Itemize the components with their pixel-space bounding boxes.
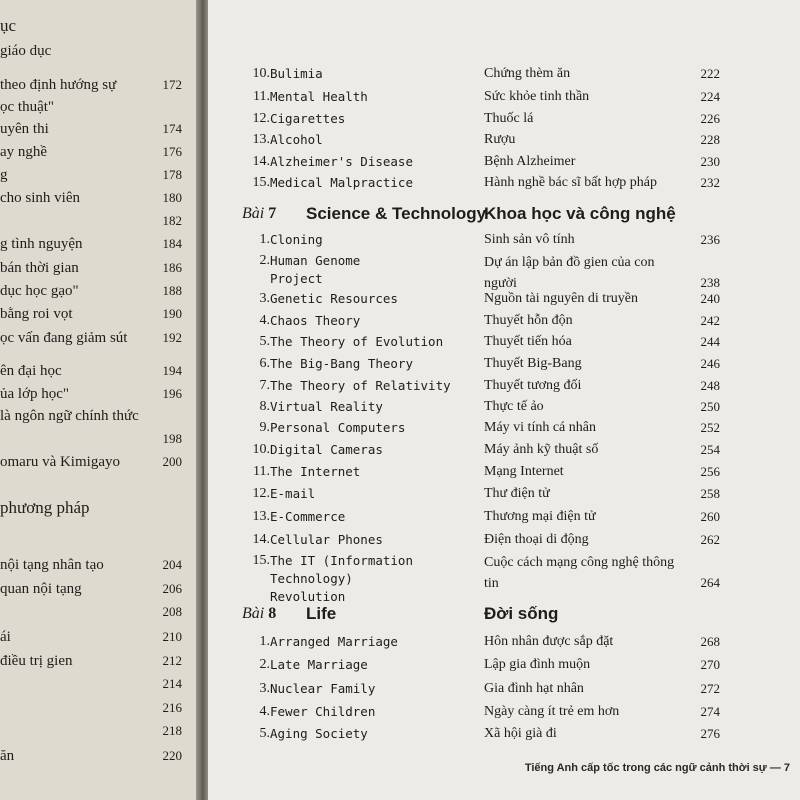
toc-row bbox=[208, 508, 800, 530]
toc-number: 3. bbox=[259, 681, 270, 696]
toc-page-number: 270 bbox=[700, 657, 720, 672]
toc-english-title: Nuclear Family bbox=[270, 681, 376, 696]
left-toc-page: 184 bbox=[162, 236, 182, 251]
left-toc-row bbox=[0, 187, 200, 209]
left-toc-text: giáo dục bbox=[0, 43, 52, 59]
left-toc-row bbox=[0, 601, 200, 623]
toc-english-title: Arranged Marriage bbox=[270, 634, 398, 649]
left-toc-row bbox=[0, 405, 200, 427]
toc-english-title: E-mail bbox=[270, 486, 316, 501]
toc-row bbox=[208, 633, 800, 655]
toc-number: 1. bbox=[259, 232, 270, 247]
toc-row bbox=[208, 463, 800, 485]
toc-number: 10. bbox=[252, 66, 270, 81]
toc-number: 7. bbox=[259, 378, 270, 393]
toc-english-title: Chaos Theory bbox=[270, 313, 361, 328]
toc-row bbox=[208, 231, 800, 253]
toc-vietnamese-title: Máy vi tính cá nhân bbox=[484, 420, 596, 435]
toc-english-title: Human Genome Project bbox=[270, 253, 361, 286]
toc-english-title: Fewer Children bbox=[270, 704, 376, 719]
toc-number: 1. bbox=[259, 634, 270, 649]
toc-vietnamese-title: Thương mại điện tử bbox=[484, 509, 596, 524]
left-toc-page: 176 bbox=[162, 144, 182, 159]
left-toc-text: ái bbox=[0, 629, 11, 645]
toc-english-title: Cellular Phones bbox=[270, 532, 383, 547]
toc-number: 5. bbox=[259, 334, 270, 349]
left-toc-text: điều trị gien bbox=[0, 653, 73, 669]
toc-number: 13. bbox=[252, 509, 270, 524]
toc-english-title: The Theory of Evolution bbox=[270, 334, 444, 349]
left-toc-text: omaru và Kimigayo bbox=[0, 454, 120, 470]
toc-vietnamese-title: Thuyết hỗn độn bbox=[484, 313, 573, 328]
toc-page-number: 226 bbox=[700, 111, 720, 126]
left-toc-text: ay nghề bbox=[0, 144, 48, 160]
toc-vietnamese-title: Hôn nhân được sắp đặt bbox=[484, 634, 614, 649]
toc-row bbox=[208, 377, 800, 399]
toc-number: 14. bbox=[252, 154, 270, 169]
toc-number: 15. bbox=[252, 553, 270, 568]
toc-page-number: 232 bbox=[700, 175, 720, 190]
toc-page-number: 274 bbox=[700, 704, 720, 719]
toc-english-title: The Big-Bang Theory bbox=[270, 356, 413, 371]
toc-english-title: Cloning bbox=[270, 232, 323, 247]
left-toc-text: quan nội tạng bbox=[0, 581, 82, 597]
lesson7-label: Bài 7 bbox=[242, 205, 277, 222]
toc-row bbox=[208, 131, 800, 153]
toc-row bbox=[208, 680, 800, 702]
toc-english-title: Personal Computers bbox=[270, 420, 406, 435]
toc-vietnamese-title: Sức khỏe tinh thần bbox=[484, 89, 590, 104]
toc-vietnamese-title: Chứng thèm ăn bbox=[484, 66, 571, 81]
left-toc-text: g tình nguyện bbox=[0, 236, 83, 252]
toc-row bbox=[208, 110, 800, 132]
left-top-heading: ục bbox=[0, 16, 17, 35]
toc-number: 14. bbox=[252, 532, 270, 547]
toc-vietnamese-title: Ngày càng ít trẻ em hơn bbox=[484, 704, 620, 719]
toc-page-number: 258 bbox=[700, 486, 720, 501]
toc-vietnamese-title: Điện thoại di động bbox=[484, 532, 589, 547]
toc-english-title: Mental Health bbox=[270, 89, 368, 104]
left-toc-text: là ngôn ngữ chính thức bbox=[0, 408, 139, 424]
left-toc-text: ên đại học bbox=[0, 363, 62, 379]
toc-vietnamese-title: Thuyết tiến hóa bbox=[484, 334, 572, 349]
toc-number: 13. bbox=[252, 132, 270, 147]
toc-row bbox=[208, 441, 800, 463]
left-toc-row bbox=[0, 327, 200, 349]
toc-english-title: The Theory of Relativity bbox=[270, 378, 451, 393]
toc-number: 8. bbox=[259, 399, 270, 414]
toc-english-title: The IT (Information Technology) Revolution bbox=[270, 553, 413, 604]
toc-vietnamese-title: Gia đình hạt nhân bbox=[484, 681, 584, 696]
left-toc-page: 178 bbox=[162, 167, 182, 182]
toc-number: 2. bbox=[259, 253, 270, 268]
left-toc-text: ủa lớp học" bbox=[0, 386, 70, 402]
left-page bbox=[0, 0, 200, 800]
left-toc-row bbox=[0, 720, 200, 742]
left-toc-page: 172 bbox=[162, 77, 182, 92]
toc-number: 12. bbox=[252, 111, 270, 126]
toc-page-number: 244 bbox=[700, 334, 720, 349]
toc-page-number: 224 bbox=[700, 89, 720, 104]
toc-page-number: 222 bbox=[700, 66, 720, 81]
lesson7-title-en: Science & Technology bbox=[306, 204, 487, 223]
toc-page-number: 276 bbox=[700, 726, 720, 741]
page-footer: Tiếng Anh cấp tốc trong các ngữ cảnh thời sự — 7 bbox=[524, 762, 790, 774]
left-toc-row bbox=[0, 554, 200, 576]
left-toc-page: 204 bbox=[162, 557, 182, 572]
toc-number: 5. bbox=[259, 726, 270, 741]
toc-page-number: 254 bbox=[700, 442, 720, 457]
left-toc-page: 174 bbox=[162, 121, 182, 136]
left-toc-row bbox=[0, 451, 200, 473]
toc-vietnamese-title: Thực tế ảo bbox=[484, 399, 544, 414]
toc-vietnamese-title: Bệnh Alzheimer bbox=[484, 154, 576, 169]
left-toc-row bbox=[0, 210, 200, 232]
toc-row bbox=[208, 531, 800, 553]
lesson7-header bbox=[208, 201, 800, 227]
toc-number: 11. bbox=[253, 464, 270, 479]
toc-page-number: 238 bbox=[700, 275, 720, 290]
left-toc-text: bằng roi vọt bbox=[0, 306, 73, 322]
left-toc-row bbox=[0, 280, 200, 302]
toc-english-title: Late Marriage bbox=[270, 657, 368, 672]
left-toc-text: bán thời gian bbox=[0, 260, 79, 276]
toc-vietnamese-title: Thuốc lá bbox=[484, 111, 534, 126]
left-toc-page: 218 bbox=[162, 723, 182, 738]
lesson7-title-vi: Khoa học và công nghệ bbox=[484, 204, 676, 223]
toc-vietnamese-title: Dự án lập bản đồ gien của con người bbox=[484, 255, 655, 291]
lesson8-header bbox=[208, 601, 800, 627]
toc-page-number: 272 bbox=[700, 681, 720, 696]
toc-number: 4. bbox=[259, 313, 270, 328]
left-toc-page: 206 bbox=[162, 581, 182, 596]
right-page bbox=[208, 0, 800, 800]
toc-row bbox=[208, 88, 800, 110]
toc-page-number: 256 bbox=[700, 464, 720, 479]
toc-number: 6. bbox=[259, 356, 270, 371]
toc-vietnamese-title: Hành nghề bác sĩ bất hợp pháp bbox=[484, 175, 658, 190]
left-section-heading: phương pháp bbox=[0, 498, 90, 517]
left-toc-page: 182 bbox=[162, 213, 182, 228]
left-toc-page: 208 bbox=[162, 604, 182, 619]
left-toc-row bbox=[0, 303, 200, 325]
toc-english-title: Virtual Reality bbox=[270, 399, 383, 414]
toc-row bbox=[208, 419, 800, 441]
toc-page-number: 242 bbox=[700, 313, 720, 328]
left-toc-page: 200 bbox=[162, 454, 182, 469]
left-toc-page: 188 bbox=[162, 283, 182, 298]
toc-vietnamese-title: Rượu bbox=[484, 132, 516, 147]
toc-row bbox=[208, 290, 800, 312]
toc-row bbox=[208, 398, 800, 420]
toc-english-title: Alzheimer's Disease bbox=[270, 154, 413, 169]
toc-page-number: 264 bbox=[700, 575, 720, 590]
toc-number: 4. bbox=[259, 704, 270, 719]
toc-row bbox=[208, 312, 800, 334]
left-toc-row bbox=[0, 650, 200, 672]
left-toc-row bbox=[0, 360, 200, 382]
toc-vietnamese-title: Máy ảnh kỹ thuật số bbox=[484, 442, 599, 457]
toc-english-title: Cigarettes bbox=[270, 111, 346, 126]
toc-number: 12. bbox=[252, 486, 270, 501]
toc-vietnamese-title: Cuộc cách mạng công nghệ thông tin bbox=[484, 555, 675, 591]
left-toc-page: 180 bbox=[162, 190, 182, 205]
lesson8-title-vi: Đời sống bbox=[484, 604, 559, 623]
toc-page-number: 250 bbox=[700, 399, 720, 414]
toc-row bbox=[208, 252, 800, 291]
toc-page-number: 228 bbox=[700, 132, 720, 147]
toc-page-number: 262 bbox=[700, 532, 720, 547]
toc-english-title: Genetic Resources bbox=[270, 291, 398, 306]
toc-english-title: The Internet bbox=[270, 464, 361, 479]
toc-row bbox=[208, 153, 800, 175]
left-toc-row bbox=[0, 40, 200, 62]
left-toc-page: 214 bbox=[162, 676, 182, 691]
left-toc-row bbox=[0, 96, 200, 118]
toc-vietnamese-title: Thuyết Big-Bang bbox=[484, 356, 582, 371]
left-toc-page: 190 bbox=[162, 306, 182, 321]
toc-english-title: E-Commerce bbox=[270, 509, 346, 524]
left-toc-row bbox=[0, 141, 200, 163]
toc-vietnamese-title: Xã hội già đi bbox=[484, 726, 557, 741]
left-toc-row bbox=[0, 697, 200, 719]
toc-page-number: 268 bbox=[700, 634, 720, 649]
toc-english-title: Aging Society bbox=[270, 726, 368, 741]
toc-english-title: Digital Cameras bbox=[270, 442, 383, 457]
toc-english-title: Bulimia bbox=[270, 66, 323, 81]
toc-number: 9. bbox=[259, 420, 270, 435]
left-toc-page: 220 bbox=[162, 748, 182, 763]
toc-row bbox=[208, 333, 800, 355]
left-toc-row bbox=[0, 673, 200, 695]
left-toc-page: 212 bbox=[162, 653, 182, 668]
toc-page-number: 240 bbox=[700, 291, 720, 306]
toc-row bbox=[208, 65, 800, 87]
toc-row bbox=[208, 656, 800, 678]
left-toc-text: cho sinh viên bbox=[0, 190, 80, 206]
toc-vietnamese-title: Lập gia đình muộn bbox=[484, 657, 591, 672]
left-toc-page: 198 bbox=[162, 431, 182, 446]
left-toc-text: ăn bbox=[0, 748, 15, 764]
toc-english-title: Medical Malpractice bbox=[270, 175, 413, 190]
toc-row bbox=[208, 485, 800, 507]
left-toc-row bbox=[0, 745, 200, 767]
toc-page-number: 260 bbox=[700, 509, 720, 524]
left-toc-row bbox=[0, 428, 200, 450]
toc-row bbox=[208, 355, 800, 377]
toc-page-number: 252 bbox=[700, 420, 720, 435]
left-toc-row bbox=[0, 257, 200, 279]
left-toc-row bbox=[0, 233, 200, 255]
left-toc-row bbox=[0, 626, 200, 648]
left-toc-text: dục học gạo" bbox=[0, 283, 79, 299]
left-toc-row bbox=[0, 74, 200, 96]
toc-number: 2. bbox=[259, 657, 270, 672]
toc-vietnamese-title: Thư điện tử bbox=[484, 486, 550, 501]
left-toc-row bbox=[0, 578, 200, 600]
left-toc-text: uyên thi bbox=[0, 121, 49, 137]
left-toc-text: ọc vấn đang giảm sút bbox=[0, 330, 128, 346]
left-toc-text: theo định hướng sự bbox=[0, 77, 117, 93]
left-toc-page: 186 bbox=[162, 260, 182, 275]
toc-number: 10. bbox=[252, 442, 270, 457]
left-toc-row bbox=[0, 164, 200, 186]
lesson8-label: Bài 8 bbox=[242, 605, 277, 622]
left-toc-text: nội tạng nhân tạo bbox=[0, 557, 104, 573]
toc-vietnamese-title: Mạng Internet bbox=[484, 464, 564, 479]
left-toc-text: g bbox=[0, 167, 8, 183]
toc-vietnamese-title: Nguồn tài nguyên di truyền bbox=[484, 291, 638, 306]
left-toc-text: ọc thuật" bbox=[0, 99, 55, 115]
left-toc-row bbox=[0, 383, 200, 405]
toc-number: 3. bbox=[259, 291, 270, 306]
toc-vietnamese-title: Sinh sản vô tính bbox=[484, 232, 575, 247]
toc-row bbox=[208, 174, 800, 196]
toc-vietnamese-title: Thuyết tương đối bbox=[484, 378, 582, 393]
lesson8-title-en: Life bbox=[306, 604, 337, 623]
toc-page-number: 236 bbox=[700, 232, 720, 247]
toc-row bbox=[208, 703, 800, 725]
toc-page-number: 230 bbox=[700, 154, 720, 169]
toc-page-number: 246 bbox=[700, 356, 720, 371]
toc-row bbox=[208, 552, 800, 604]
left-toc-page: 210 bbox=[162, 629, 182, 644]
left-toc-page: 192 bbox=[162, 330, 182, 345]
left-toc-page: 216 bbox=[162, 700, 182, 715]
left-toc-page: 196 bbox=[162, 386, 182, 401]
left-toc-row bbox=[0, 118, 200, 140]
toc-english-title: Alcohol bbox=[270, 132, 323, 147]
left-toc-page: 194 bbox=[162, 363, 182, 378]
toc-number: 15. bbox=[252, 175, 270, 190]
toc-page-number: 248 bbox=[700, 378, 720, 393]
toc-row bbox=[208, 725, 800, 747]
toc-number: 11. bbox=[253, 89, 270, 104]
